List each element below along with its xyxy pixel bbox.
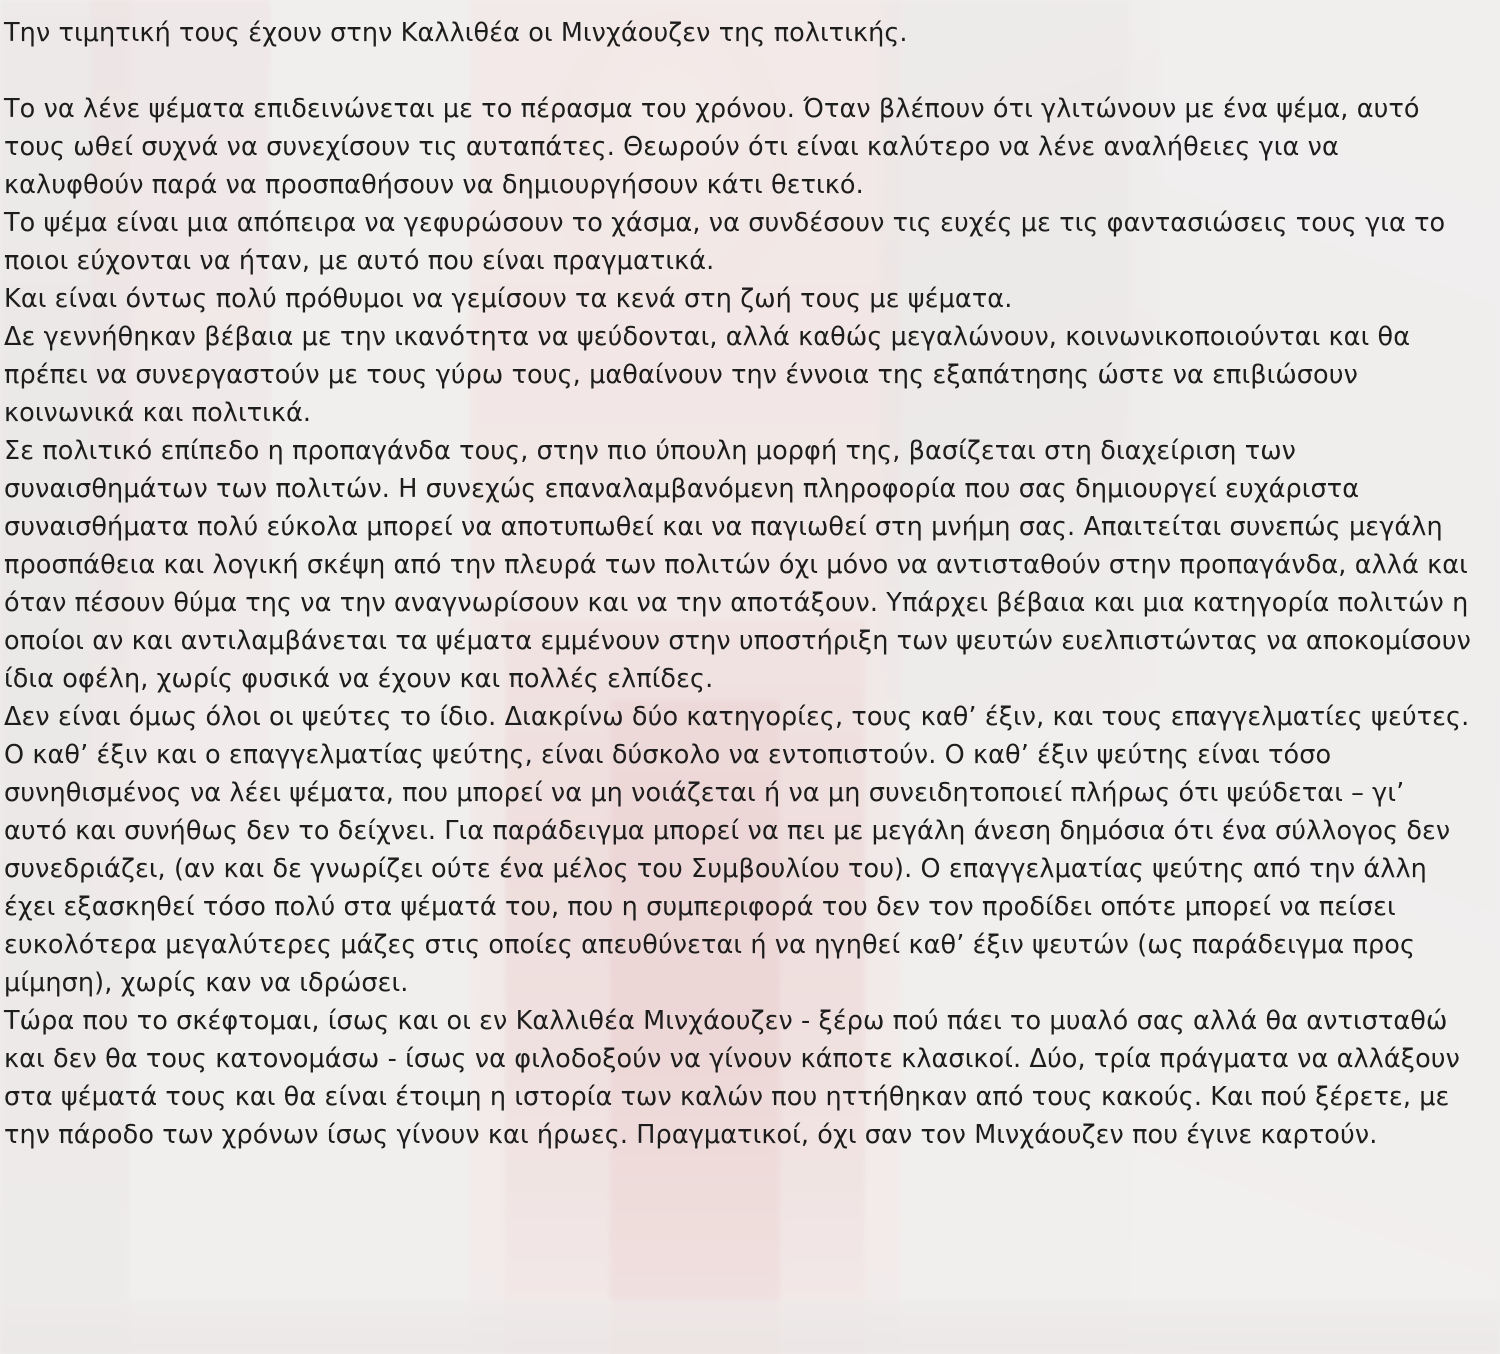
paragraph-8: Τώρα που το σκέφτομαι, ίσως και οι εν Καλλιθέα Μινχάουζεν - ξέρω πού πάει το μυαλό σας αλλά θα αντισταθώ και δεν θα τους κατονομάσω - ίσως να φιλοδοξούν να γίνουν κάποτε κλασικοί. Δύο, τρία πράγματα να αλλάξουν στα ψέματά τους και θα είναι έτοιμη η ιστορία των καλών που ηττήθηκαν από τους κακούς. Και πού ξέρετε, με την πάροδο των χρόνων ίσως γίνουν και ήρωες. Πραγματικοί, όχι σαν τον Μινχάουζεν που έγινε καρτούν.: [4, 1006, 1461, 1150]
paragraph-6: Δεν είναι όμως όλοι οι ψεύτες το ίδιο. Διακρίνω δύο κατηγορίες, τους καθ’ έξιν, και τους επαγγελματίες ψεύτες.: [4, 702, 1470, 732]
paragraph-5: Σε πολιτικό επίπεδο η προπαγάνδα τους, στην πιο ύπουλη μορφή της, βασίζεται στη διαχείριση των συναισθημάτων των πολιτών. Η συνεχώς επαναλαμβανόμενη πληροφορία που σας δημιουργεί ευχάριστα συναισθήματα πολύ εύκολα μπορεί να αποτυπωθεί και να παγιωθεί στη μνήμη σας. Απαιτείται συνεπώς μεγάλη προσπάθεια και λογική σκέψη από την πλευρά των πολιτών όχι μόνο να αντισταθούν στην προπαγάνδα, αλλά και όταν πέσουν θύμα της να την αναγνωρίσουν και να την αποτάξουν. Υπάρχει βέβαια και μια κατηγορία πολιτών η οποίοι αν και αντιλαμβάνεται τα ψέματα εμμένουν στην υποστήριξη των ψευτών ευελπιστώντας να αποκομίσουν ίδια οφέλη, χωρίς φυσικά να έχουν και πολλές ελπίδες.: [4, 436, 1471, 694]
paragraph-1: Το να λένε ψέματα επιδεινώνεται με το πέρασμα του χρόνου. Όταν βλέπουν ότι γλιτώνουν με ένα ψέμα, αυτό τους ωθεί συχνά να συνεχίσουν τις αυταπάτες. Θεωρούν ότι είναι καλύτερο να λένε αναλήθειες για να καλυφθούν παρά να προσπαθήσουν να δημιουργήσουν κάτι θετικό.: [4, 94, 1420, 200]
paragraph-7: Ο καθ’ έξιν και ο επαγγελματίας ψεύτης, είναι δύσκολο να εντοπιστούν. Ο καθ’ έξιν ψεύτης είναι τόσο συνηθισμένος να λέει ψέματα, που μπορεί να μη νοιάζεται ή να μη συνειδητοποιεί πλήρως ότι ψεύδεται – γι’ αυτό και συνήθως δεν το δείχνει. Για παράδειγμα μπορεί να πει με μεγάλη άνεση δημόσια ότι ένα σύλλογος δεν συνεδριάζει, (αν και δε γνωρίζει ούτε ένα μέλος του Συμβουλίου του). Ο επαγγελματίας ψεύτης από την άλλη έχει εξασκηθεί τόσο πολύ στα ψέματά του, που η συμπεριφορά του δεν τον προδίδει οπότε μπορεί να πείσει ευκολότερα μεγαλύτερες μάζες στις οποίες απευθύνεται ή να ηγηθεί καθ’ έξιν ψευτών (ως παράδειγμα προς μίμηση), χωρίς καν να ιδρώσει.: [4, 740, 1451, 998]
paragraph-2: Το ψέμα είναι μια απόπειρα να γεφυρώσουν το χάσμα, να συνδέσουν τις ευχές με τις φαντασιώσεις τους για το ποιοι εύχονται να ήταν, με αυτό που είναι πραγματικά.: [4, 208, 1446, 276]
paragraph-gap: [4, 52, 1472, 90]
paragraph-intro: Την τιμητική τους έχουν στην Καλλιθέα οι Μινχάουζεν της πολιτικής.: [4, 18, 908, 48]
paragraph-3: Και είναι όντως πολύ πρόθυμοι να γεμίσουν τα κενά στη ζωή τους με ψέματα.: [4, 284, 1013, 314]
paragraph-4: Δε γεννήθηκαν βέβαια με την ικανότητα να ψεύδονται, αλλά καθώς μεγαλώνουν, κοινωνικοποιούνται και θα πρέπει να συνεργαστούν με τους γύρω τους, μαθαίνουν την έννοια της εξαπάτησης ώστε να επιβιώσουν κοινωνικά και πολιτικά.: [4, 322, 1411, 428]
